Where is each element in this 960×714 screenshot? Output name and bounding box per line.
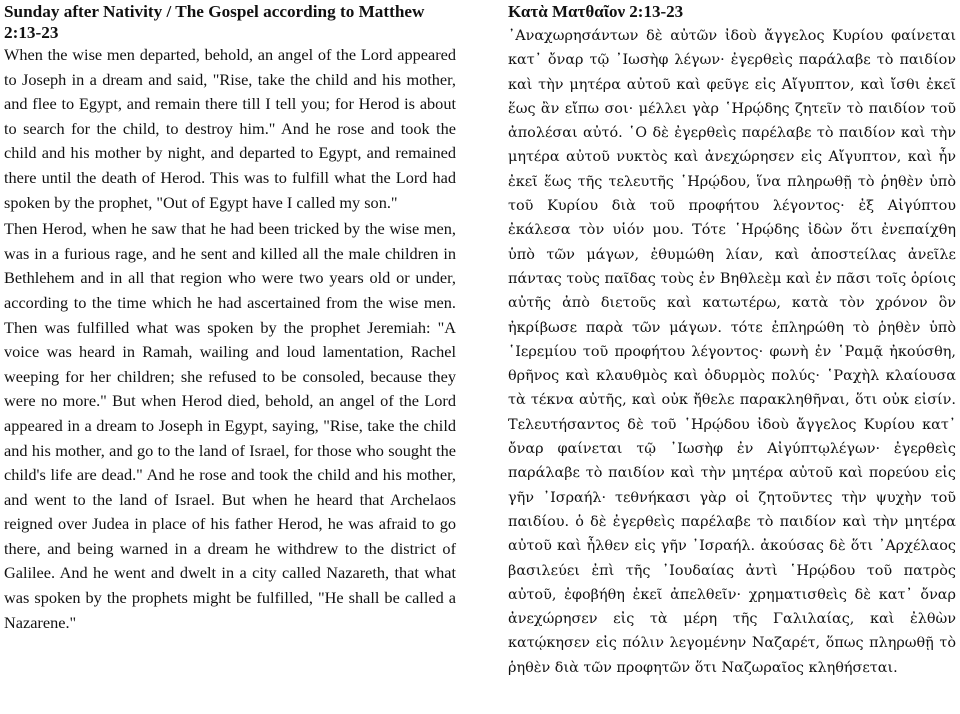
english-paragraph-2: Then Herod, when he saw that he had been tricked by the wise men, was in a furious rage, and he sent and killed all the male children in Bethlehem and in all that region who were two years old or under, according to the time which he had ascertained from the wise men. Then was fulfilled what was spoken by the prophet Jeremiah: "A voice was heard in Ramah, wailing and loud lamentation, Rachel weeping for her children; she refused to be consoled, because they were no more." But when Herod died, behold, an angel of the Lord appeared in a dream to Joseph in Egypt, saying, "Rise, take the child and his mother, and go to the land of Israel, for those who sought the child's life are dead." And he rose and took the child and his mother, and went to the land of Israel. But when he heard that Archelaos reigned over Judea in place of his father Herod, he was afraid to go there, and being warned in a dream he withdrew to the district of Galilee. And he went and dwelt in a city called Nazareth, that what was spoken by the prophets might be fulfilled, "He shall be called a Nazarene.": [4, 219, 456, 632]
english-paragraph-1: When the wise men departed, behold, an angel of the Lord appeared to Joseph in a dream and said, "Rise, take the child and his mother, and flee to Egypt, and remain there till I tell you; for Herod is about to search for the child, to destroy him." And he rose and took the child and his mother by night, and departed to Egypt, and remained there until the death of Herod. This was to fulfill what the Lord had spoken by the prophet, "Out of Egypt have I called my son.": [4, 45, 456, 212]
greek-text: ᾿Αναχωρησάντων δὲ αὐτῶν ἰδοὺ ἄγγελος Κυρίου φαίνεται κατ᾿ ὄναρ τῷ ᾿Ιωσὴφ λέγων· ἐγερθεὶς παράλαβε τὸ παιδίον καὶ τὴν μητέρα αὐτοῦ καὶ φεῦγε εἰς Αἴγυπτον, καὶ ἴσθι ἐκεῖ ἕως ἂν εἴπω σοι· μέλλει γὰρ ῾Ηρῴδης ζητεῖν τὸ παιδίον τοῦ ἀπολέσαι αὐτό. ῾Ο δὲ ἐγερθεὶς παρέλαβε τὸ παιδίον καὶ τὴν μητέρα αὐτοῦ νυκτὸς καὶ ἀνεχώρησεν εἰς Αἴγυπτον, καὶ ἦν ἐκεῖ ἕως τῆς τελευτῆς ῾Ηρῴδου, ἵνα πληρωθῇ τὸ ῥηθὲν ὑπὸ τοῦ Κυρίου διὰ τοῦ προφήτου λέγοντος· ἐξ Αἰγύπτου ἐκάλεσα τὸν υἱόν μου. Τότε ῾Ηρῴδης ἰδὼν ὅτι ἐνεπαίχθη ὑπὸ τῶν μάγων, ἐθυμώθη λίαν, καὶ ἀποστείλας ἀνεῖλε πάντας τοὺς παῖδας τοὺς ἐν Βηθλεὲμ καὶ ἐν πᾶσι τοῖς ὁρίοις αὐτῆς ἀπὸ διετοῦς καὶ κατωτέρω, κατὰ τὸν χρόνον ὃν ἠκρίβωσε παρὰ τῶν μάγων. τότε ἐπληρώθη τὸ ῥηθὲν ὑπὸ ῾Ιερεμίου τοῦ προφήτου λέγοντος· φωνὴ ἐν ῾Ραμᾷ ἠκούσθη, θρῆνος καὶ κλαυθμὸς καὶ ὀδυρμὸς πολύς· ῾Ραχὴλ κλαίουσα τὰ τέκνα αὐτῆς, καὶ οὐκ ἤθελε παρακληθῆναι, ὅτι οὐκ εἰσίν. Τελευτήσαντος δὲ τοῦ ῾Ηρῴδου ἰδοὺ ἄγγελος Κυρίου κατ᾿ ὄναρ φαίνεται τῷ ᾿Ιωσὴφ ἐν Αἰγύπτῳλέγων· ἐγερθεὶς παράλαβε τὸ παιδίον καὶ τὴν μητέρα αὐτοῦ καὶ πορεύου εἰς γῆν ᾿Ισραήλ· τεθνήκασι γὰρ οἱ ζητοῦντες τὴν ψυχὴν τοῦ παιδίου. ὁ δὲ ἐγερθεὶς παρέλαβε τὸ παιδίον καὶ τὴν μητέρα αὐτοῦ καὶ ἦλθεν εἰς γῆν ᾿Ισραήλ. ἀκούσας δὲ ὅτι ᾿Αρχέλαος βασιλεύει ἐπὶ τῆς ᾿Ιουδαίας ἀντὶ ῾Ηρῴδου τοῦ πατρὸς αὐτοῦ, ἐφοβήθη ἐκεῖ ἀπελθεῖν· χρηματισθεὶς δὲ κατ᾿ ὄναρ ἀνεχώρησεν εἰς τὰ μέρη τῆς Γαλιλαίας, καὶ ἐλθὼν κατῴκησεν εἰς πόλιν λεγομένην Ναζαρέτ, ὅπως πληρωθῇ τὸ ῥηθὲν διὰ τῶν προφητῶν ὅτι Ναζωραῖος κληθήσεται.: [508, 28, 956, 676]
english-title: Sunday after Nativity / The Gospel according to Matthew 2:13-23: [4, 2, 425, 42]
english-column: [4, 0, 456, 635]
greek-column: [508, 0, 956, 680]
greek-title: Κατὰ Ματθαῖον 2:13-23: [508, 2, 684, 21]
